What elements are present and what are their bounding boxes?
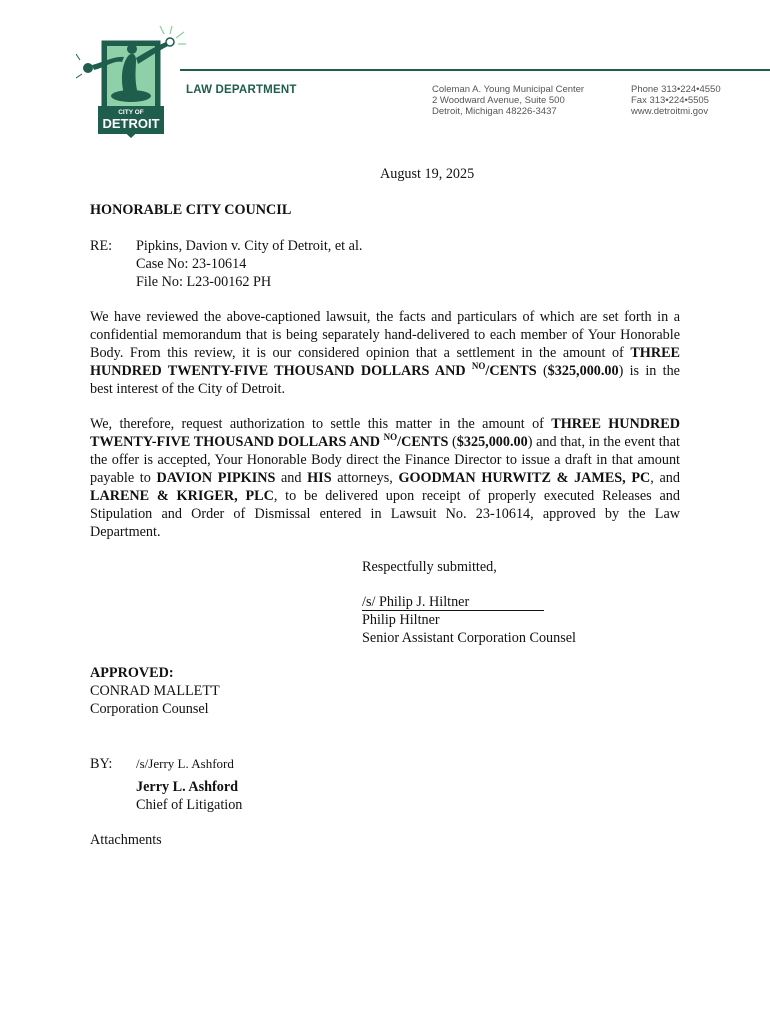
approver-name: CONRAD MALLETT bbox=[90, 683, 220, 699]
bold-run: THREE HUNDRED TWENTY-FIVE THOUSAND DOLLARS AND bbox=[90, 416, 680, 450]
address-line: 2 Woodward Avenue, Suite 500 bbox=[432, 95, 565, 106]
superscript: NO bbox=[383, 432, 398, 442]
re-file-number: File No: L23-00162 PH bbox=[136, 274, 272, 290]
text-run: , to be delivered upon receipt of properly executed Releases and Stipulation and Order of Dismissal entered in Lawsuit No. 23-10614, approved by the Law Department. bbox=[90, 488, 680, 540]
signature-line: /s/ Philip J. Hiltner bbox=[362, 595, 544, 611]
attorney-firm: GOODMAN HURWITZ & JAMES, PC bbox=[398, 470, 651, 486]
text-run: , and bbox=[650, 470, 680, 486]
by-title: Chief of Litigation bbox=[136, 797, 243, 813]
approver-title: Corporation Counsel bbox=[90, 701, 209, 717]
by-block bbox=[136, 778, 242, 814]
superscript: NO bbox=[471, 361, 486, 371]
text-run: ( bbox=[448, 434, 457, 450]
by-name: Jerry L. Ashford bbox=[136, 779, 239, 795]
address-line: Coleman A. Young Municipal Center bbox=[432, 84, 585, 95]
letterhead-rule bbox=[180, 69, 770, 71]
city-of-detroit-logo bbox=[76, 24, 186, 138]
text-run: ) is in the best interest of the City of Detroit. bbox=[90, 363, 680, 397]
settlement-amount: $325,000.00 bbox=[456, 434, 528, 450]
bold-run: HIS bbox=[307, 470, 332, 486]
text-run: ( bbox=[536, 363, 548, 379]
text-run: and bbox=[275, 470, 308, 486]
approved-label: APPROVED: bbox=[90, 665, 174, 681]
signer-name: Philip Hiltner bbox=[362, 612, 440, 628]
re-case-number: Case No: 23-10614 bbox=[136, 256, 247, 272]
approval-block bbox=[90, 664, 220, 718]
text-run: We have reviewed the above-captioned lawsuit, the facts and particulars of which are set forth in a confidential memorandum that is being separately hand-delivered to each member of Your Honorable Body. From this review, it is our considered opinion that a settlement in the amount of bbox=[90, 309, 680, 361]
settlement-amount: $325,000.00 bbox=[547, 363, 619, 379]
phone-number: Phone 313•224•4550 bbox=[631, 84, 721, 95]
closing: Respectfully submitted, bbox=[362, 559, 497, 575]
website-link[interactable]: www.detroitmi.gov bbox=[631, 106, 709, 117]
logo-detroit-text: DETROIT bbox=[102, 116, 160, 131]
letter-date: August 19, 2025 bbox=[380, 166, 475, 182]
re-case-title: Pipkins, Davion v. City of Detroit, et al. bbox=[136, 238, 363, 254]
by-label: BY: bbox=[90, 756, 113, 772]
bold-run: /CENTS bbox=[485, 363, 537, 379]
signature-block bbox=[362, 593, 576, 647]
logo-city-of-text: CITY OF bbox=[118, 109, 144, 116]
addressee: HONORABLE CITY COUNCIL bbox=[90, 202, 292, 218]
plaintiff-name: DAVION PIPKINS bbox=[156, 470, 276, 486]
body-paragraph-1 bbox=[90, 308, 680, 398]
address-line: Detroit, Michigan 48226-3437 bbox=[432, 106, 557, 117]
by-signature: /s/Jerry L. Ashford bbox=[136, 756, 234, 771]
signer-title: Senior Assistant Corporation Counsel bbox=[362, 630, 576, 646]
bold-run: THREE HUNDRED TWENTY-FIVE THOUSAND DOLLARS AND bbox=[90, 345, 680, 379]
department-address bbox=[432, 84, 584, 117]
department-name: LAW DEPARTMENT bbox=[186, 84, 297, 96]
attachments-note: Attachments bbox=[90, 832, 162, 848]
attorney-firm: LARENE & KRIGER, PLC bbox=[90, 488, 274, 504]
re-block bbox=[136, 237, 362, 291]
fax-number: Fax 313•224•5505 bbox=[631, 95, 709, 106]
body-paragraph-2 bbox=[90, 415, 680, 541]
department-contact bbox=[631, 84, 721, 117]
bold-run: /CENTS bbox=[397, 434, 449, 450]
text-run: attorneys, bbox=[331, 470, 399, 486]
text-run: ) and that, in the event that the offer is accepted, Your Honorable Body direct the Finance Director to issue a draft in that amount payable to bbox=[90, 434, 680, 486]
text-run: We, therefore, request authorization to settle this matter in the amount of bbox=[90, 416, 552, 432]
re-label: RE: bbox=[90, 238, 113, 254]
